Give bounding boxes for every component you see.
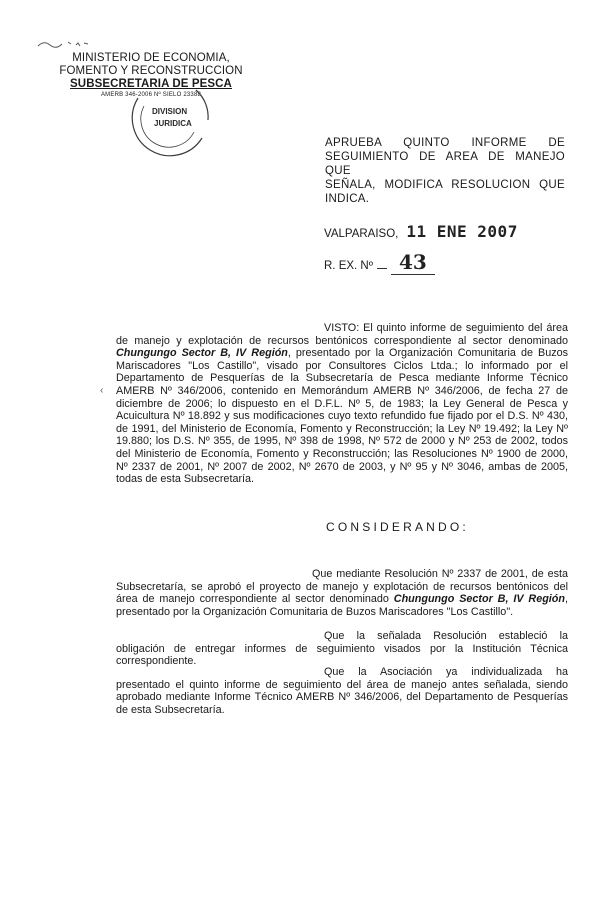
considerando-1-text-a: Subsecretaría, se aprobó el proyecto de manejo y explotación de recursos bentónicos del área de manejo correspondiente al sector denominado — [116, 580, 568, 606]
division-juridica-stamp — [116, 68, 216, 158]
handwritten-mark — [34, 36, 94, 52]
resolution-title — [325, 136, 565, 206]
place-date — [324, 222, 518, 241]
ministry-line-1: MINISTERIO DE ECONOMIA, — [72, 52, 230, 64]
title-line-3: SEÑALA, MODIFICA RESOLUCION QUE — [325, 179, 565, 191]
stamp-line-1: DIVISION — [152, 107, 188, 116]
ministry-line-3: SUBSECRETARIA DE PESCA — [70, 78, 232, 90]
considerando-paragraph-3 — [116, 666, 568, 716]
considerando-1-sector: Chungungo Sector B, IV Región — [393, 593, 565, 606]
considerando-2-lead: Que la señalada Resolución estableció la obligación — [116, 630, 568, 655]
stamp-line-2: JURIDICA — [154, 119, 192, 128]
ministry-reference: AMERB 346-2006 Nº SIELO 23388 — [100, 92, 202, 98]
underline-left — [377, 268, 387, 269]
visto-lead: VISTO: El quinto informe de seguimiento del área — [324, 322, 568, 334]
considerando-heading: CONSIDERANDO: — [326, 520, 469, 534]
date-stamp: 11 ENE 2007 — [406, 222, 518, 241]
considerando-2-text: de entregar informes de seguimiento visados por la Institución Técnica correspondiente. — [116, 642, 569, 668]
considerando-1-text-b: , presentado por la Organización Comunitaria de Buzos Mariscadores "Los Castillo". — [116, 593, 568, 618]
considerando-3-lead: Que la Asociación ya individualizada ha presentado — [116, 666, 568, 691]
ministry-line-2: FOMENTO Y RECONSTRUCCION — [59, 65, 243, 77]
resolution-number-value: 43 — [391, 250, 435, 275]
visto-text-a: de manejo y explotación de recursos bentónicos correspondiente al sector denominado — [116, 334, 568, 347]
considerando-1-lead: Que mediante Resolución Nº 2337 de 2001, de esta — [312, 568, 568, 580]
considerando-paragraph-2 — [116, 630, 568, 668]
resolution-number — [324, 250, 435, 275]
city: VALPARAISO, — [324, 228, 399, 240]
title-line-4: INDICA. — [325, 193, 370, 205]
visto-text-b: , presentado por la Organización Comunitaria de Buzos Mariscadores "Los Castillo", visado por Consultores Ciclos Ltda.; lo informado por el Departamento de Pesquerías de la Subsecretaría de Pesca mediante Informe Técnico AMERB Nº 346/2006, contenido en Memorándum AMERB Nº 346/2006, de fecha 27 de diciembre de 2006; lo dispuesto en el D.F.L. Nº 5, de 1983; la Ley General de Pesca y Acuicultura Nº 18.892 y sus modificaciones cuyo texto refundido fue fijado por el D.S. Nº 430, de 1991, del Ministerio de Economía, Fomento y Reconstrucción; la Ley Nº 19.492; la Ley Nº 19.880; los D.S. Nº 355, de 1995, Nº 398 de 1998, Nº 572 de 2000 y Nº 253 de 2002, todos del Ministerio de Economía, Fomento y Reconstrucción; las Resoluciones Nº 1900 de 2000, Nº 2337 de 2001, Nº 2007 de 2002, Nº 2670 de 2003, y Nº 95 y Nº 3046, ambas de 2005, todas de esta Subsecretaría. — [116, 347, 569, 486]
title-line-2: SEGUIMIENTO DE AREA DE MANEJO QUE — [325, 151, 565, 177]
title-line-1: APRUEBA QUINTO INFORME DE — [325, 137, 565, 149]
considerando-paragraph-1 — [116, 568, 568, 618]
considerando-3-text: el quinto informe de seguimiento del área de manejo antes señalada, siendo aprobado mediante Informe Técnico AMERB Nº 346/2006, del Departamento de Pesquerías de esta Subsecretaría. — [116, 678, 568, 716]
margin-mark: ‹ — [100, 385, 104, 396]
resolution-label: R. EX. Nº — [324, 260, 373, 272]
visto-sector: Chungungo Sector B, IV Región — [116, 347, 288, 360]
visto-paragraph — [116, 322, 568, 486]
